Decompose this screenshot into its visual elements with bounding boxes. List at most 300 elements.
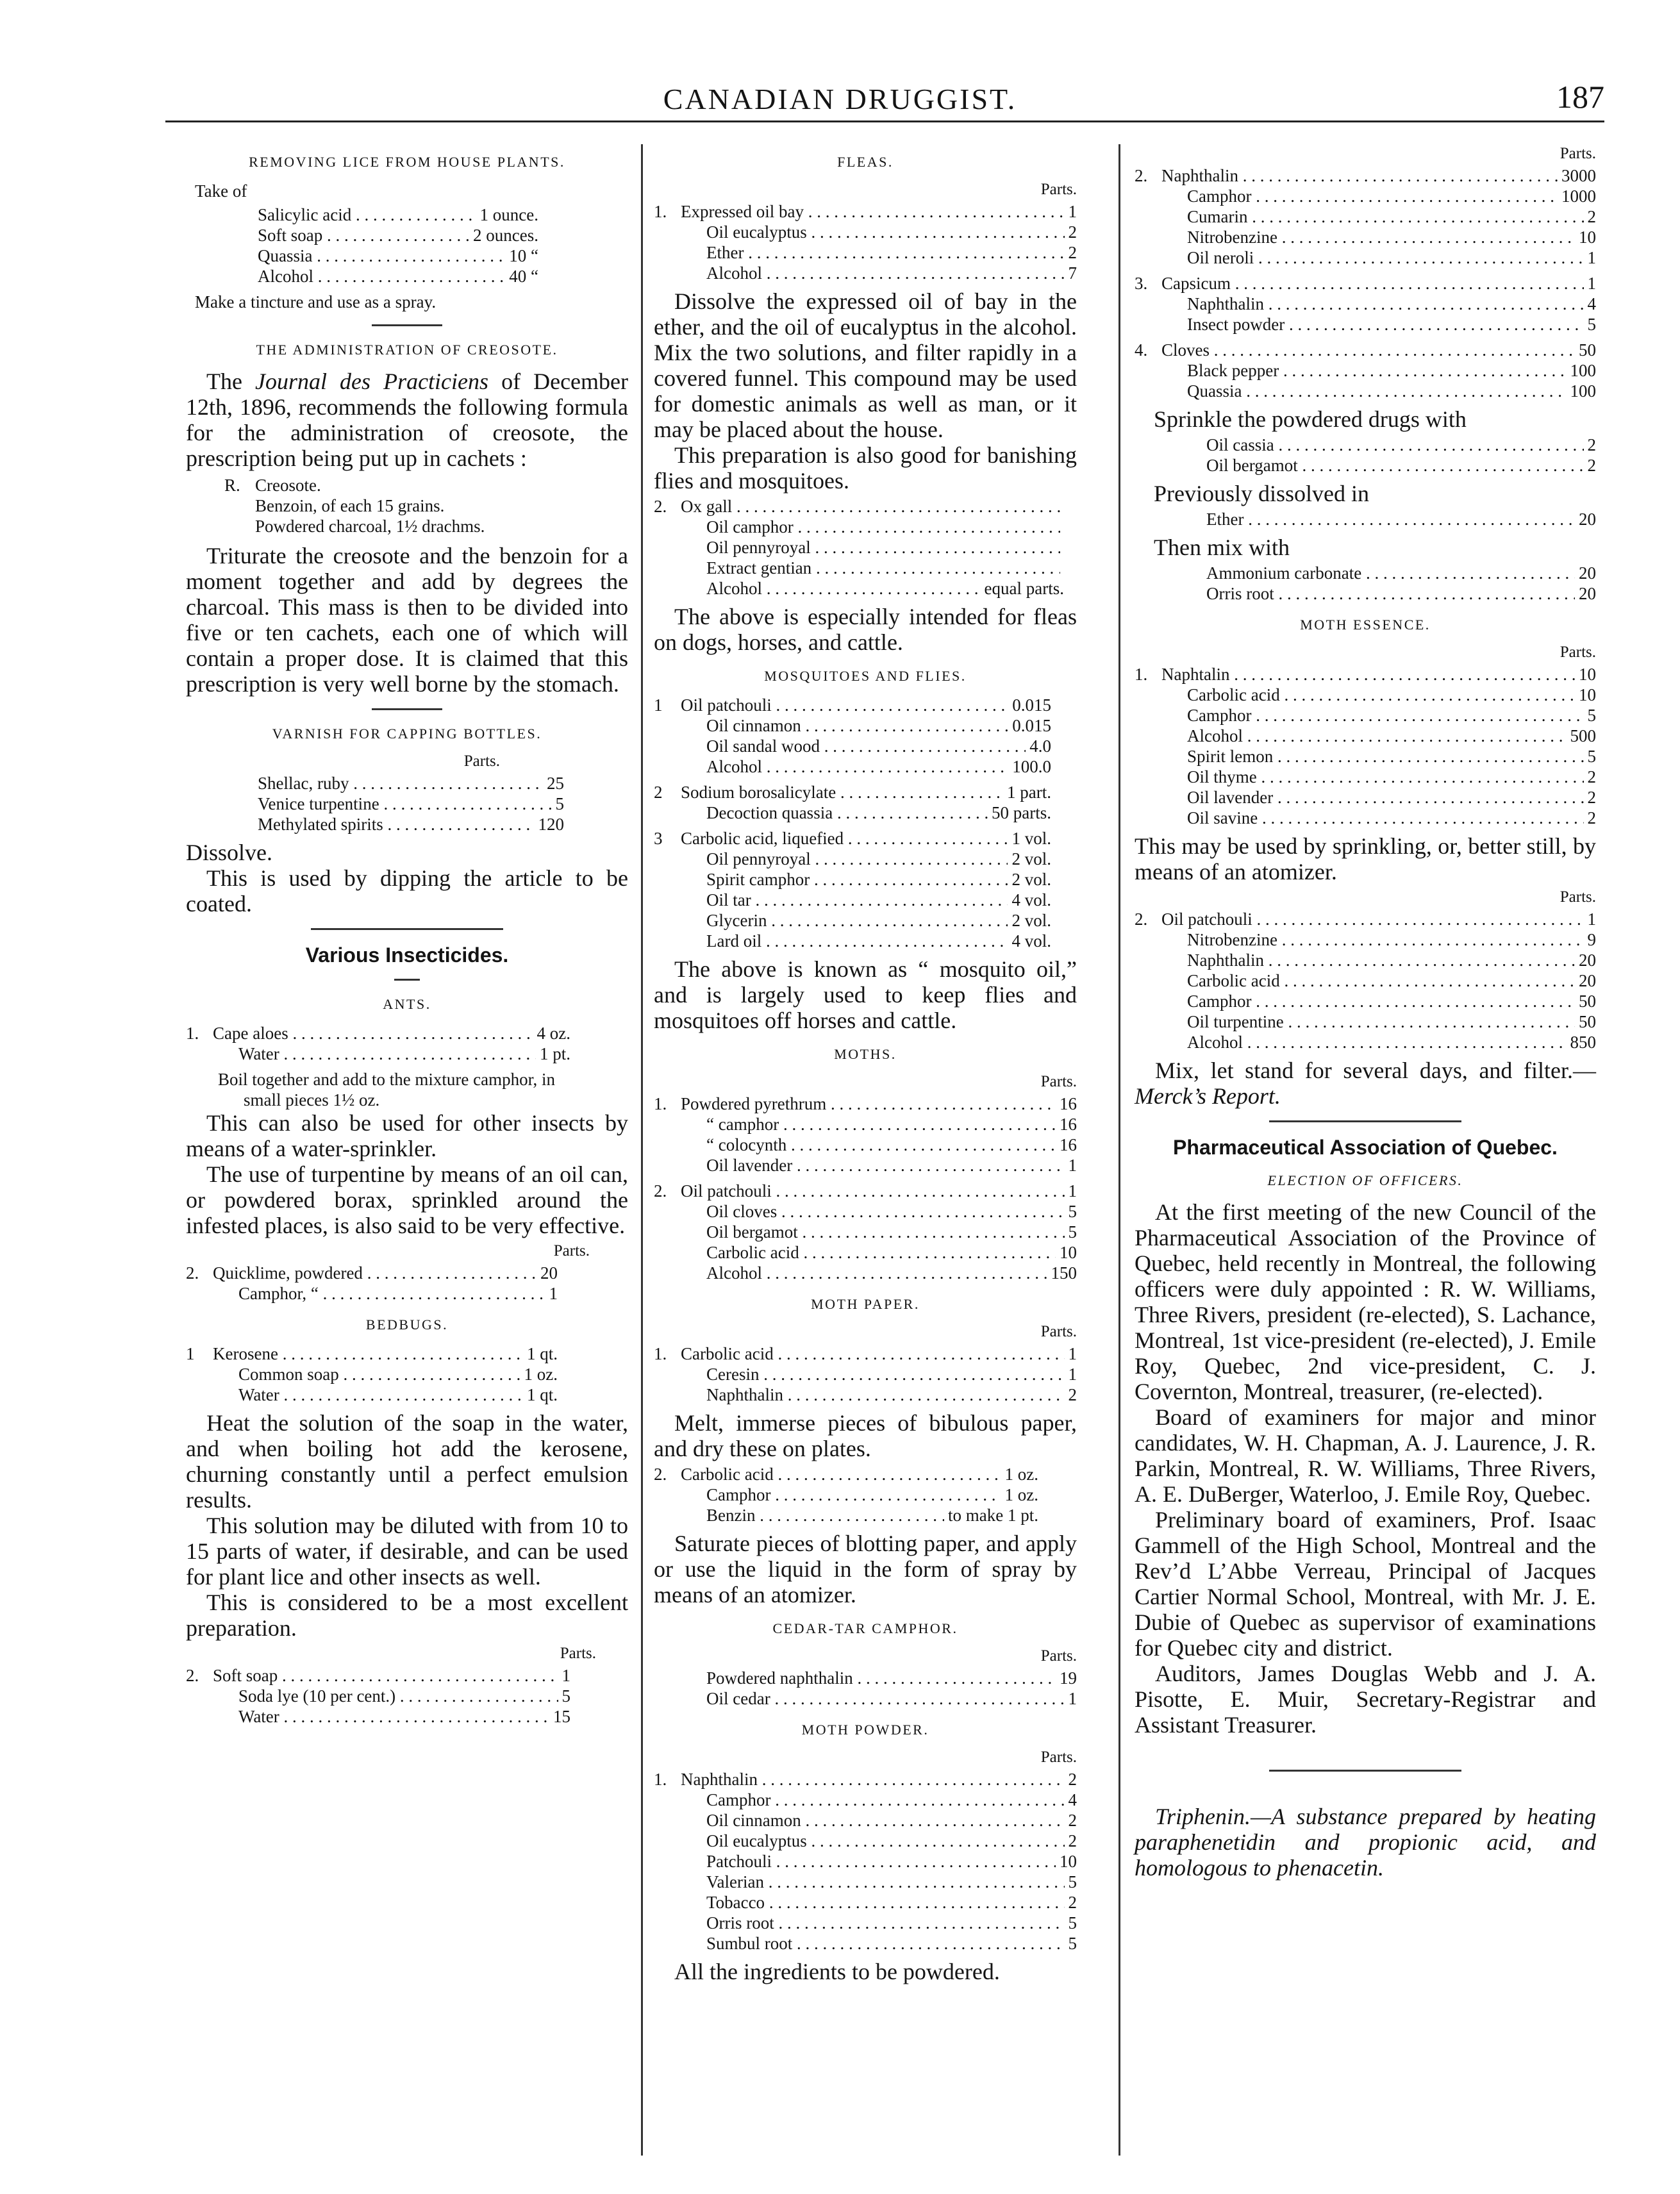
recipe-number — [654, 222, 681, 242]
ingredient-row — [654, 1484, 1038, 1505]
ingredient-row — [1135, 929, 1596, 950]
ingredient-amount: 2 — [1587, 808, 1596, 827]
ingredient-amount: 100 — [1570, 361, 1596, 380]
ingredient-amount: 1 qt. — [526, 1344, 558, 1363]
ingredient-row — [1135, 294, 1596, 314]
recipe-number: 2. — [1135, 166, 1148, 185]
ingredient-amount: 4 oz. — [536, 1024, 570, 1043]
recipe-number — [1154, 583, 1181, 604]
parts-label: Parts. — [1559, 644, 1596, 661]
ingredient-amount: 1 — [1068, 1365, 1077, 1384]
ingredient-row — [1154, 509, 1596, 529]
ingredient-amount: 1 — [561, 1666, 570, 1685]
ingredient-amount: 7 — [1068, 263, 1077, 283]
moth-essence-heading: MOTH ESSENCE. — [1300, 617, 1431, 633]
recipe-symbol: R. — [224, 476, 240, 495]
ingredient-amount: 4 — [1587, 294, 1596, 313]
ingredient-row — [654, 802, 1051, 823]
ingredient-amount: 1 — [1068, 1689, 1077, 1708]
ingredient-row — [186, 1263, 558, 1283]
ingredient-amount: 2 — [1068, 1811, 1077, 1830]
ingredient-amount: 2 — [1068, 243, 1077, 262]
ingredient-name: Nitrobenzine . . . — [1161, 929, 1584, 950]
ingredient-name: Insect powder . . . — [1161, 314, 1584, 335]
moth-paper-recipe-2 — [654, 1464, 1038, 1525]
ingredient-name: Oil tar . . . — [681, 890, 1008, 910]
ingredient-name: Spirit lemon . . . — [1161, 746, 1584, 767]
ingredient-name: Camphor . . . — [681, 1484, 1001, 1505]
recipe-number — [654, 910, 681, 931]
ingredient-amount — [1060, 517, 1064, 537]
ingredient-amount: 150 — [1051, 1263, 1077, 1283]
ingredient-name: Ether . . . — [1181, 509, 1575, 529]
fleas-heading: FLEAS. — [837, 154, 894, 170]
ingredient-name: Spirit camphor . . . — [681, 869, 1008, 890]
ingredient-amount: 3000 — [1561, 166, 1596, 185]
recipe-number — [1135, 227, 1161, 247]
separator — [372, 324, 442, 326]
recipe-number — [1135, 991, 1161, 1011]
ingredient-amount: 1 oz. — [1004, 1465, 1038, 1484]
recipe-number — [1154, 435, 1181, 455]
ingredient-name: Lard oil . . . — [681, 931, 1008, 951]
ingredient-name: Oil lavender . . . — [681, 1155, 1065, 1176]
ingredient-name: Orris root . . . — [1181, 583, 1575, 604]
ingredient-row — [654, 1505, 1038, 1525]
ingredient-amount: 2 — [1587, 456, 1596, 475]
ingredient-row — [654, 1114, 1077, 1134]
ingredient-name: Common soap . . . — [213, 1364, 520, 1384]
recipe-number — [1135, 808, 1161, 828]
journal-name: Journal des Practiciens — [255, 369, 489, 394]
ingredient-row — [654, 1364, 1077, 1384]
ingredient-name: Ceresin . . . — [681, 1364, 1065, 1384]
ingredient-amount: 2 vol. — [1011, 870, 1051, 889]
ingredient-row — [654, 1181, 1077, 1201]
moth-paper-heading: MOTH PAPER. — [811, 1296, 920, 1312]
recipe-number — [186, 1364, 213, 1384]
ingredient-row — [654, 1851, 1077, 1872]
ingredient-amount: 10 — [1060, 1852, 1077, 1871]
dissolved-text: Previously dissolved in — [1154, 481, 1370, 506]
recipe-number: 1. — [654, 202, 667, 221]
ingredient-row — [1135, 247, 1596, 268]
ingredient-name: Orris root . . . — [681, 1913, 1065, 1933]
ingredient-name: Camphor, “ . . . — [213, 1283, 545, 1304]
ingredient-name: Camphor . . . — [1161, 186, 1558, 206]
recipe-number — [654, 1668, 681, 1688]
recipe-number — [654, 931, 681, 951]
recipe-number — [654, 578, 681, 599]
ingredient-name: Glycerin . . . — [681, 910, 1008, 931]
ingredient-row — [205, 794, 564, 814]
ingredient-row — [1135, 165, 1596, 186]
ingredient-row — [654, 849, 1051, 869]
recipe-number: 1. — [654, 1344, 667, 1363]
ingredient-amount: 2 vol. — [1011, 849, 1051, 868]
ingredient-amount: 5 — [1068, 1222, 1077, 1242]
creosote-body: Triturate the creosote and the benzoin for a moment together and add by degrees the charcoal. This mass is then to be divided into five or ten cachets, each one of which will contain a proper dose. It is claimed that this prescription is very well borne by the stomach. — [186, 543, 628, 697]
ingredient-amount: 20 — [1579, 584, 1596, 603]
recipe-number — [205, 204, 232, 225]
moths-recipe-1 — [654, 1093, 1077, 1176]
mosquitoes-body: The above is known as “ mosquito oil,” and is largely used to keep flies and mosquitoes off horses and cattle. — [654, 956, 1077, 1033]
page-header — [0, 69, 1680, 127]
ingredient-name: Quassia . . . — [1161, 381, 1567, 401]
ingredient-amount: 20 — [1579, 971, 1596, 990]
recipe-number — [1135, 186, 1161, 206]
recipe-number — [1135, 1011, 1161, 1032]
recipe-number — [654, 1201, 681, 1222]
recipe-number — [654, 1872, 681, 1892]
ingredient-row — [654, 1831, 1077, 1851]
ingredient-name: Naphthalin . . . — [1161, 165, 1558, 186]
ingredient-amount: 5 — [1587, 315, 1596, 334]
ingredient-row — [1135, 746, 1596, 767]
ingredient-row — [205, 266, 538, 287]
ingredient-amount: 1 vol. — [1011, 829, 1051, 848]
ants-body-1: This can also be used for other insects by means of a water-sprinkler. — [186, 1110, 628, 1161]
recipe-number — [654, 756, 681, 777]
mosquitoes-recipe-2 — [654, 782, 1051, 823]
ingredient-name: Capsicum . . . — [1161, 273, 1584, 294]
recipe-number — [1135, 787, 1161, 808]
recipe-number: 2. — [186, 1666, 199, 1685]
ingredient-row — [1135, 1032, 1596, 1052]
ingredient-amount: 2 — [1587, 767, 1596, 786]
ingredient-name: Oil neroli . . . — [1161, 247, 1584, 268]
ingredient-name: Decoction quassia . . . — [681, 802, 988, 823]
ingredient-name: Valerian . . . — [681, 1872, 1065, 1892]
moth-powder-recipe-4 — [1135, 340, 1596, 401]
ingredient-amount: 50 — [1579, 1012, 1596, 1031]
creosote-heading: THE ADMINISTRATION OF CREOSOTE. — [256, 342, 558, 358]
ingredient-row — [654, 736, 1051, 756]
ingredient-name: Carbolic acid, liquefied . . . — [681, 828, 1008, 849]
mosquitoes-heading: MOSQUITOES AND FLIES. — [764, 668, 967, 684]
varnish-body: This is used by dipping the article to be coated. — [186, 865, 628, 917]
recipe-number — [186, 1706, 213, 1727]
ingredient-name: Patchouli . . . — [681, 1851, 1056, 1872]
ingredient-row — [654, 1134, 1077, 1155]
parts-label: Parts. — [1040, 181, 1077, 198]
ingredient-amount: 2 ounces. — [473, 226, 538, 245]
recipe-number — [654, 1484, 681, 1505]
ingredient-amount: 1 — [549, 1284, 558, 1303]
recipe-number: 2. — [654, 1181, 667, 1201]
ingredient-row — [1135, 227, 1596, 247]
recipe-number — [1135, 726, 1161, 746]
recipe-number — [1135, 767, 1161, 787]
insecticides-title: Various Insecticides. — [305, 943, 509, 967]
ingredient-name: Oil cinnamon . . . — [681, 715, 1008, 736]
lice-heading: REMOVING LICE FROM HOUSE PLANTS. — [249, 154, 565, 170]
triphenin-note: Triphenin.—A substance prepared by heating paraphenetidin and propionic acid, and homologous to phenacetin. — [1135, 1804, 1596, 1881]
moth-powder-recipe-1 — [654, 1769, 1077, 1954]
ingredient-name: Carbolic acid . . . — [1161, 970, 1575, 991]
recipe-number — [654, 1892, 681, 1913]
ingredient-amount: 4 vol. — [1011, 931, 1051, 951]
recipe-number — [1154, 509, 1181, 529]
recipe-number — [1135, 381, 1161, 401]
ingredient-name: Oil pennyroyal . . . — [681, 537, 1060, 558]
ingredient-row — [654, 1155, 1077, 1176]
ingredient-row — [654, 828, 1051, 849]
ingredient-amount: 120 — [538, 815, 564, 834]
ingredient-amount: 4 — [1068, 1790, 1077, 1809]
ingredient-amount: 100 — [1570, 381, 1596, 401]
ingredient-amount: equal parts. — [984, 579, 1064, 598]
separator — [394, 979, 420, 981]
recipe-number — [654, 849, 681, 869]
recipe-number — [1154, 455, 1181, 476]
ingredient-amount: 10 — [1579, 228, 1596, 247]
recipe-number — [654, 242, 681, 263]
ants-recipe-1 — [186, 1023, 570, 1064]
ingredient-row — [205, 204, 538, 225]
recipe-number: 1. — [1135, 665, 1148, 684]
ingredient-amount — [1060, 558, 1064, 578]
recipe-number — [654, 802, 681, 823]
moth-powder-recipe-5 — [1135, 435, 1596, 476]
ingredient-amount: to make 1 pt. — [948, 1506, 1038, 1525]
ingredient-name: Oil cloves . . . — [681, 1201, 1065, 1222]
ingredient-name: Sumbul root . . . — [681, 1933, 1065, 1954]
recipe-number — [654, 1810, 681, 1831]
recipe-number — [654, 1263, 681, 1283]
recipe-number — [1135, 360, 1161, 381]
parts-label: Parts. — [463, 752, 500, 770]
recipe-number: 2. — [186, 1263, 199, 1283]
ingredient-row — [654, 931, 1051, 951]
recipe-number — [654, 890, 681, 910]
ingredient-name: Kerosene . . . — [213, 1343, 523, 1364]
ingredient-row — [654, 263, 1077, 283]
ingredient-row — [654, 1892, 1077, 1913]
ingredient-amount: 15 — [553, 1707, 570, 1726]
recipe-number: 4. — [1135, 340, 1148, 360]
ingredient-row — [654, 1464, 1038, 1484]
recipe-number — [186, 1283, 213, 1304]
ants-recipe-2 — [186, 1263, 558, 1304]
ingredient-row — [1135, 664, 1596, 685]
ingredient-row — [1135, 206, 1596, 227]
ingredient-amount: 5 — [1068, 1913, 1077, 1932]
ingredient-amount: 20 — [1579, 951, 1596, 970]
election-heading: ELECTION OF OFFICERS. — [1267, 1172, 1463, 1188]
column-3 — [1135, 141, 1596, 1881]
ingredient-name: Extract gentian . . . — [681, 558, 1060, 578]
ingredient-row — [1135, 381, 1596, 401]
ingredient-name: Water . . . — [213, 1043, 536, 1064]
fleas-body-1: Dissolve the expressed oil of bay in the ether, and the oil of eucalyptus in the alcohol. Mix the two solutions, and filter rapidly in a covered funnel. This compound may be used for domestic animals as well as man, or it may be placed about the house. — [654, 288, 1077, 442]
ingredient-name: Powdered naphthalin . . . — [681, 1668, 1056, 1688]
ingredient-row — [205, 773, 564, 794]
recipe-number — [654, 1851, 681, 1872]
ingredient-row — [1154, 455, 1596, 476]
ingredient-amount: 500 — [1570, 726, 1596, 745]
ingredient-amount: 1 — [1068, 202, 1077, 221]
recipe-number — [654, 869, 681, 890]
ingredient-row — [654, 558, 1064, 578]
ingredient-amount: 10 “ — [509, 246, 538, 265]
ingredient-amount: 25 — [547, 774, 564, 793]
recipe-number — [205, 773, 232, 794]
ingredient-row — [654, 1093, 1077, 1114]
journal-title: CANADIAN DRUGGIST. — [663, 83, 1017, 115]
ingredient-name: Expressed oil bay . . . — [681, 201, 1065, 222]
ingredient-name: Oil cinnamon . . . — [681, 1810, 1065, 1831]
ingredient-name: Oil turpentine . . . — [1161, 1011, 1575, 1032]
ingredient-row — [654, 695, 1051, 715]
recipe-number — [205, 794, 232, 814]
ingredient-row — [654, 537, 1064, 558]
ants-heading: ANTS. — [383, 996, 431, 1012]
ingredient-amount: 1 qt. — [526, 1385, 558, 1404]
ingredient-amount: 5 — [561, 1686, 570, 1706]
ingredient-name: Ox gall . . . — [681, 496, 1060, 517]
ingredient-amount: 19 — [1060, 1668, 1077, 1688]
recipe-number: 1. — [654, 1094, 667, 1113]
ingredient-row — [654, 1790, 1077, 1810]
ingredient-amount: 1 oz. — [524, 1365, 558, 1384]
recipe-number — [1135, 294, 1161, 314]
ingredient-row — [654, 1913, 1077, 1933]
ingredient-row — [1135, 273, 1596, 294]
pharma-para-3: Preliminary board of examiners, Prof. Isaac Gammell of the High School, Montreal and the Rev’d L’Abbe Verreau, Principal of Jacques Cartier Normal School, Montreal, with Mr. J. E. Dubie of Quebec as supervisor of examinations for Quebec city and district. — [1135, 1507, 1596, 1661]
ingredient-amount: 50 — [1579, 340, 1596, 360]
ingredient-name: Oil patchouli . . . — [1161, 909, 1584, 929]
ingredient-name: Naphtalin . . . — [1161, 664, 1575, 685]
bedbugs-body-2: This solution may be diluted with from 10 to 15 parts of water, if desirable, and can be used for plant lice and other insects as well. — [186, 1513, 628, 1590]
bedbugs-recipe-2 — [186, 1665, 570, 1727]
ingredient-row — [186, 1343, 558, 1364]
ingredient-name: Oil savine . . . — [1161, 808, 1584, 828]
ingredient-amount: 40 “ — [509, 267, 538, 286]
recipe-number — [654, 263, 681, 283]
recipe-number — [1135, 685, 1161, 705]
ingredient-amount: 2 — [1068, 222, 1077, 242]
ingredient-name: Black pepper . . . — [1161, 360, 1567, 381]
moths-heading: MOTHS. — [834, 1046, 897, 1062]
ants-body-2: The use of turpentine by means of an oil can, or powdered borax, sprinkled around the infested places, is also said to be very effective. — [186, 1161, 628, 1238]
ingredient-name: Oil patchouli . . . — [681, 1181, 1065, 1201]
ingredient-amount: 2 — [1068, 1893, 1077, 1912]
page-number: 187 — [1556, 79, 1604, 115]
ingredient-amount: 0.015 — [1012, 695, 1051, 715]
ingredient-amount: 2 — [1068, 1831, 1077, 1850]
ingredient-name: Sodium borosalicylate . . . — [681, 782, 1003, 802]
ingredient-row — [654, 1688, 1077, 1709]
ingredient-amount: 850 — [1570, 1033, 1596, 1052]
ingredient-row — [654, 1263, 1077, 1283]
moth-powder-recipe-6 — [1135, 509, 1596, 529]
moth-paper-recipe-1 — [654, 1343, 1077, 1405]
ingredient-row — [1135, 767, 1596, 787]
recipe-number — [186, 1043, 213, 1064]
parts-label: Parts. — [1040, 1323, 1077, 1340]
ingredient-row — [654, 1668, 1077, 1688]
recipe-number — [654, 1913, 681, 1933]
recipe-number: 3. — [1135, 274, 1148, 293]
ingredient-name: Benzin . . . — [681, 1505, 944, 1525]
ingredient-name: Oil lavender . . . — [1161, 787, 1584, 808]
separator — [1269, 1770, 1461, 1772]
moth-powder-recipe-2 — [1135, 165, 1596, 268]
mix-text: Then mix with — [1154, 535, 1290, 560]
parts-label: Parts. — [1040, 1647, 1077, 1665]
recipe-number: 1 — [654, 695, 663, 715]
mosquitoes-recipe-1 — [654, 695, 1051, 777]
ingredient-row — [654, 715, 1051, 736]
ingredient-name: Venice turpentine . . . — [232, 794, 552, 814]
pharma-title: Pharmaceutical Association of Quebec. — [1173, 1136, 1558, 1159]
parts-label: Parts. — [553, 1242, 590, 1259]
recipe-number — [1135, 705, 1161, 726]
ingredient-amount: 100.0 — [1012, 757, 1051, 776]
ingredient-amount: 10 — [1579, 685, 1596, 704]
recipe-number — [1135, 950, 1161, 970]
recipe-number — [654, 1114, 681, 1134]
ingredient-row — [654, 1769, 1077, 1790]
lice-intro: Take of — [195, 181, 247, 201]
recipe-number — [654, 1384, 681, 1405]
ingredient-name: Water . . . — [213, 1706, 549, 1727]
ingredient-name: Oil camphor . . . — [681, 517, 1060, 537]
ingredient-amount: 16 — [1060, 1135, 1077, 1154]
separator — [372, 708, 442, 710]
recipe-number: 2. — [654, 1465, 667, 1484]
ingredient-row — [1135, 705, 1596, 726]
ingredient-name: Ammonium carbonate . . . — [1181, 563, 1575, 583]
ingredient-name: “ colocynth . . . — [681, 1134, 1056, 1155]
recipe-number — [205, 266, 232, 287]
pharma-para-2: Board of examiners for major and minor candidates, W. H. Chapman, A. J. Laurence, J. R. Parkin, Montreal, R. W. Williams, Three Rivers, A. E. DuBerger, Waterloo, J. Emile Roy, Quebec. — [1135, 1404, 1596, 1507]
ingredient-amount: 1 — [1587, 910, 1596, 929]
recipe-number — [1135, 247, 1161, 268]
ingredient-row — [186, 1706, 570, 1727]
bedbugs-body-3: This is considered to be a most excellent preparation. — [186, 1590, 628, 1641]
ingredient-amount: 20 — [1579, 510, 1596, 529]
recipe-number: 2 — [654, 783, 663, 802]
ingredient-name: Camphor . . . — [681, 1790, 1065, 1810]
ingredient-row — [654, 1201, 1077, 1222]
separator — [1269, 1120, 1461, 1122]
ingredient-row — [205, 814, 564, 835]
fleas-recipe-2 — [654, 496, 1064, 599]
ingredient-name: Oil bergamot . . . — [681, 1222, 1065, 1242]
ingredient-amount: 2 — [1587, 788, 1596, 807]
recipe-number — [186, 1686, 213, 1706]
column-2 — [654, 141, 1077, 1984]
ingredient-amount — [1060, 496, 1064, 517]
ingredient-name: Naphthalin . . . — [681, 1384, 1065, 1405]
ingredient-row — [654, 890, 1051, 910]
ingredient-name: Cloves . . . — [1161, 340, 1575, 360]
ingredient-row — [186, 1364, 558, 1384]
recipe-number — [654, 736, 681, 756]
ingredient-amount: 50 parts. — [992, 803, 1051, 822]
recipe-number — [205, 245, 232, 266]
parts-label: Parts. — [1559, 888, 1596, 906]
ingredient-name: Oil patchouli . . . — [681, 695, 1008, 715]
recipe-number — [654, 558, 681, 578]
ingredient-row — [186, 1043, 570, 1064]
ingredient-row — [1135, 685, 1596, 705]
ingredient-name: Alcohol . . . — [1161, 1032, 1567, 1052]
ingredient-name: Camphor . . . — [1161, 991, 1575, 1011]
ingredient-amount: 1 — [1068, 1181, 1077, 1201]
